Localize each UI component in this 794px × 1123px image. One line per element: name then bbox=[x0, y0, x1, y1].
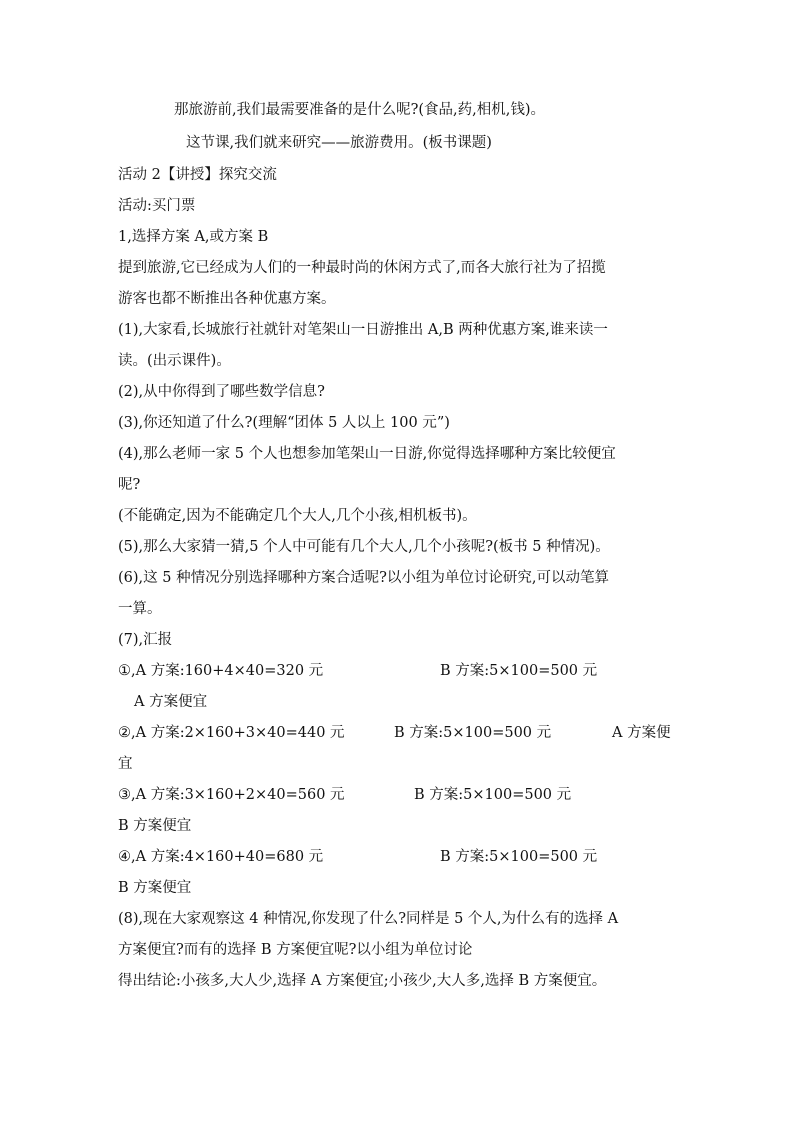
question-5: (5),那么大家猜一猜,5 个人中可能有几个大人,几个小孩呢?(板书 5 种情况)。 bbox=[118, 539, 610, 555]
case-2-result-cont: 宜 bbox=[118, 756, 133, 772]
question-6-cont: 一算。 bbox=[118, 601, 162, 617]
paragraph-line: 游客也都不断推出各种优惠方案。 bbox=[118, 291, 336, 307]
case-2-result: A 方案便 bbox=[612, 725, 671, 741]
case-3-a: ③,A 方案:3×160+2×40=560 元 bbox=[118, 787, 345, 803]
step-heading: 1,选择方案 A,或方案 B bbox=[118, 229, 269, 245]
case-2-b: B 方案:5×100=500 元 bbox=[394, 725, 552, 741]
question-7: (7),汇报 bbox=[118, 632, 173, 648]
case-1-b: B 方案:5×100=500 元 bbox=[440, 663, 598, 679]
case-3-result: B 方案便宜 bbox=[118, 818, 192, 834]
case-2-a: ②,A 方案:2×160+3×40=440 元 bbox=[118, 725, 345, 741]
case-3-b: B 方案:5×100=500 元 bbox=[414, 787, 572, 803]
case-1-a: ①,A 方案:160+4×40=320 元 bbox=[118, 663, 324, 679]
case-4-result: B 方案便宜 bbox=[118, 880, 192, 896]
question-4-cont: 呢? bbox=[118, 477, 141, 493]
question-3: (3),你还知道了什么?(理解“团体 5 人以上 100 元”) bbox=[118, 415, 450, 431]
question-8: (8),现在大家观察这 4 种情况,你发现了什么?同样是 5 个人,为什么有的选择 A bbox=[118, 911, 619, 927]
intro-topic: 这节课,我们就来研究——旅游费用。(板书课题) bbox=[186, 135, 492, 151]
case-1-result: A 方案便宜 bbox=[134, 694, 208, 710]
question-1-cont: 读。(出示课件)。 bbox=[118, 353, 231, 369]
note: (不能确定,因为不能确定几个大人,几个小孩,相机板书)。 bbox=[118, 508, 477, 524]
question-1: (1),大家看,长城旅行社就针对笔架山一日游推出 A,B 两种优惠方案,谁来读一 bbox=[118, 322, 608, 338]
case-4-b: B 方案:5×100=500 元 bbox=[440, 849, 598, 865]
question-4: (4),那么老师一家 5 个人也想参加笔架山一日游,你觉得选择哪种方案比较便宜 bbox=[118, 446, 616, 462]
activity-subheading: 活动:买门票 bbox=[118, 198, 196, 214]
question-2: (2),从中你得到了哪些数学信息? bbox=[118, 384, 325, 400]
question-6: (6),这 5 种情况分别选择哪种方案合适呢?以小组为单位讨论研究,可以动笔算 bbox=[118, 570, 609, 586]
activity-heading: 活动 2【讲授】探究交流 bbox=[118, 167, 277, 183]
conclusion: 得出结论:小孩多,大人少,选择 A 方案便宜;小孩少,大人多,选择 B 方案便宜。 bbox=[118, 973, 607, 989]
question-8-cont: 方案便宜?而有的选择 B 方案便宜呢?以小组为单位讨论 bbox=[118, 942, 473, 958]
case-4-a: ④,A 方案:4×160+40=680 元 bbox=[118, 849, 324, 865]
intro-question: 那旅游前,我们最需要准备的是什么呢?(食品,药,相机,钱)。 bbox=[174, 102, 546, 118]
paragraph-line: 提到旅游,它已经成为人们的一种最时尚的休闲方式了,而各大旅行社为了招揽 bbox=[118, 260, 606, 276]
